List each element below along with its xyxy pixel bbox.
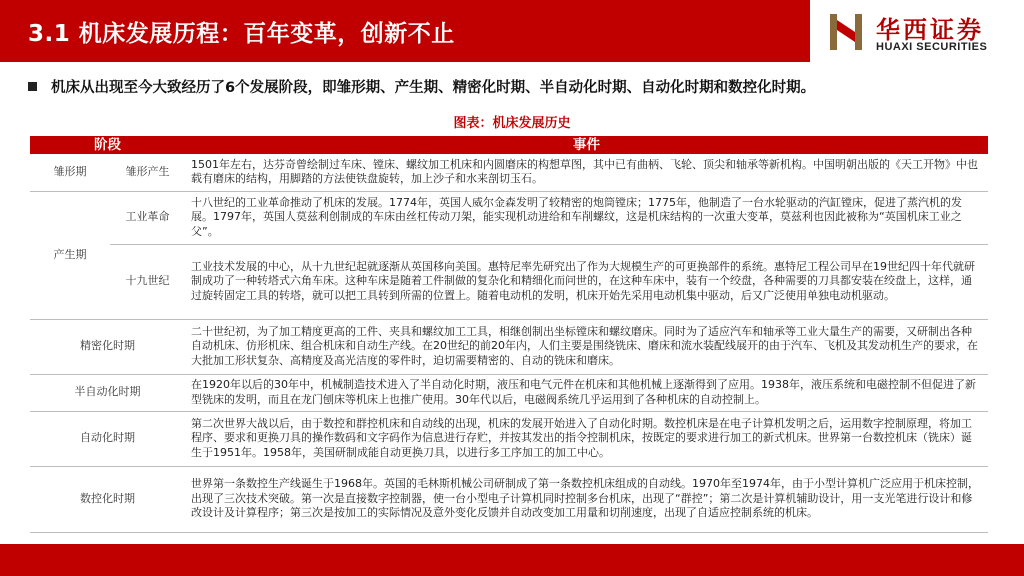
footer-bar: [0, 544, 1024, 576]
stage-cell: 数控化时期: [30, 466, 185, 532]
event-cell: 世界第一条数控生产线诞生于1968年。英国的毛林斯机械公司研制成了第一条数控机床组成的自动线。1970年至1974年，由于小型计算机广泛应用于机床控制，出现了三次技术突破。第一次是直接数字控制器，使一台小型电子计算机同时控制多台机床，出现了“群控”；第二次是计算机辅助设计，用一支光笔进行设计和修改设计及计算程序；第三次是按加工的实际情况及意外变化反馈并自动改变加工用量和切削速度，出现了自适应控制系统的机床。: [185, 466, 988, 532]
title-bar: [0, 0, 810, 62]
stage-cell: 自动化时期: [30, 411, 185, 466]
table-row: [30, 244, 988, 319]
substage-cell: 十九世纪: [110, 244, 185, 319]
table-row: [30, 411, 988, 466]
event-cell: 十八世纪的工业革命推动了机床的发展。1774年，英国人威尔金森发明了较精密的炮筒镗床；1775年，他制造了一台水轮驱动的汽缸镗床，促进了蒸汽机的发展。1797年，英国人莫兹利创制成的车床由丝杠传动刀架，能实现机动进给和车削螺纹，这是机床结构的一次重大变革，莫兹利也因此被称为“英国机床工业之父”。: [185, 191, 988, 244]
company-logo: [828, 8, 1018, 58]
bullet-square-icon: [28, 82, 37, 91]
page-title: 3.1 机床发展历程：百年变革，创新不止: [28, 20, 455, 47]
table-row: [30, 374, 988, 411]
event-cell: 1501年左右，达芬奇曾绘制过车床、镗床、螺纹加工机床和内圆磨床的构想草图，其中已有曲柄、飞轮、顶尖和轴承等新机构。中国明朝出版的《天工开物》中也载有磨床的结构，用脚踏的方法使铁盘旋转，加上沙子和水来剖切玉石。: [185, 154, 988, 191]
substage-cell: 雏形产生: [110, 154, 185, 191]
huaxi-logo-icon: [828, 12, 864, 52]
table-row: [30, 191, 988, 244]
stage-cell: 精密化时期: [30, 319, 185, 374]
event-cell: 在1920年以后的30年中，机械制造技术进入了半自动化时期，液压和电气元件在机床和其他机械上逐渐得到了应用。1938年，液压系统和电磁控制不但促进了新型铣床的发明，而且在龙门刨床等机床上也推广使用。30年代以后，电磁阀系统几乎运用到了各种机床的自动控制上。: [185, 374, 988, 411]
stage-cell: 雏形期: [30, 154, 110, 191]
stage-cell: 产生期: [30, 191, 110, 319]
history-table: [30, 136, 988, 533]
table-header-row: [30, 136, 988, 154]
event-cell: 工业技术发展的中心，从十九世纪起就逐渐从英国移向美国。惠特尼率先研究出了作为大规模生产的可更换部件的系统。惠特尼工程公司早在19世纪四十年代就研制成功了一种转塔式六角车床。这种车床是随着工件制做的复杂化和精细化而问世的，在这种车床中，装有一个绞盘，各种需要的刀具都安装在绞盘上，这样，通过旋转固定工具的转塔，就可以把工具转到所需的位置上。随着电动机的发明，机床开始先采用电动机集中驱动，后又广泛使用单独电动机驱动。: [185, 244, 988, 319]
table-row: [30, 466, 988, 532]
table-caption: 图表：机床发展历史: [453, 116, 571, 131]
logo-cn-text: 华西证券: [876, 16, 984, 44]
table-row: [30, 154, 988, 191]
event-cell: 二十世纪初，为了加工精度更高的工件、夹具和螺纹加工工具，相继创制出坐标镗床和螺纹磨床。同时为了适应汽车和轴承等工业大量生产的需要，又研制出各种自动机床、仿形机床、组合机床和自动生产线。在20世纪的前20年内，人们主要是围绕铣床、磨床和流水装配线展开的由于汽车、飞机及其发动机生产的要求，在大批加工形状复杂、高精度及高光洁度的零件时，迫切需要精密的、自动的铣床和磨床。: [185, 319, 988, 374]
table-row: [30, 319, 988, 374]
summary-bullet: [28, 76, 1008, 97]
stage-cell: 半自动化时期: [30, 374, 185, 411]
event-cell: 第二次世界大战以后，由于数控和群控机床和自动线的出现，机床的发展开始进入了自动化时期。数控机床是在电子计算机发明之后，运用数字控制原理，将加工程序、要求和更换刀具的操作数码和文字码作为信息进行存贮，并按其发出的指令控制机床，按既定的要求进行加工的新式机床。世界第一台数控机床（铣床）诞生于1951年。1958年，美国研制成能自动更换刀具，以进行多工序加工的加工中心。: [185, 411, 988, 466]
logo-en-text: HUAXI SECURITIES: [876, 41, 988, 53]
header-event: 事件: [185, 136, 988, 154]
header-stage: 阶段: [30, 136, 185, 154]
substage-cell: 工业革命: [110, 191, 185, 244]
summary-text: 机床从出现至今大致经历了6个发展阶段，即雏形期、产生期、精密化时期、半自动化时期、自动化时期和数控化时期。: [51, 80, 816, 96]
